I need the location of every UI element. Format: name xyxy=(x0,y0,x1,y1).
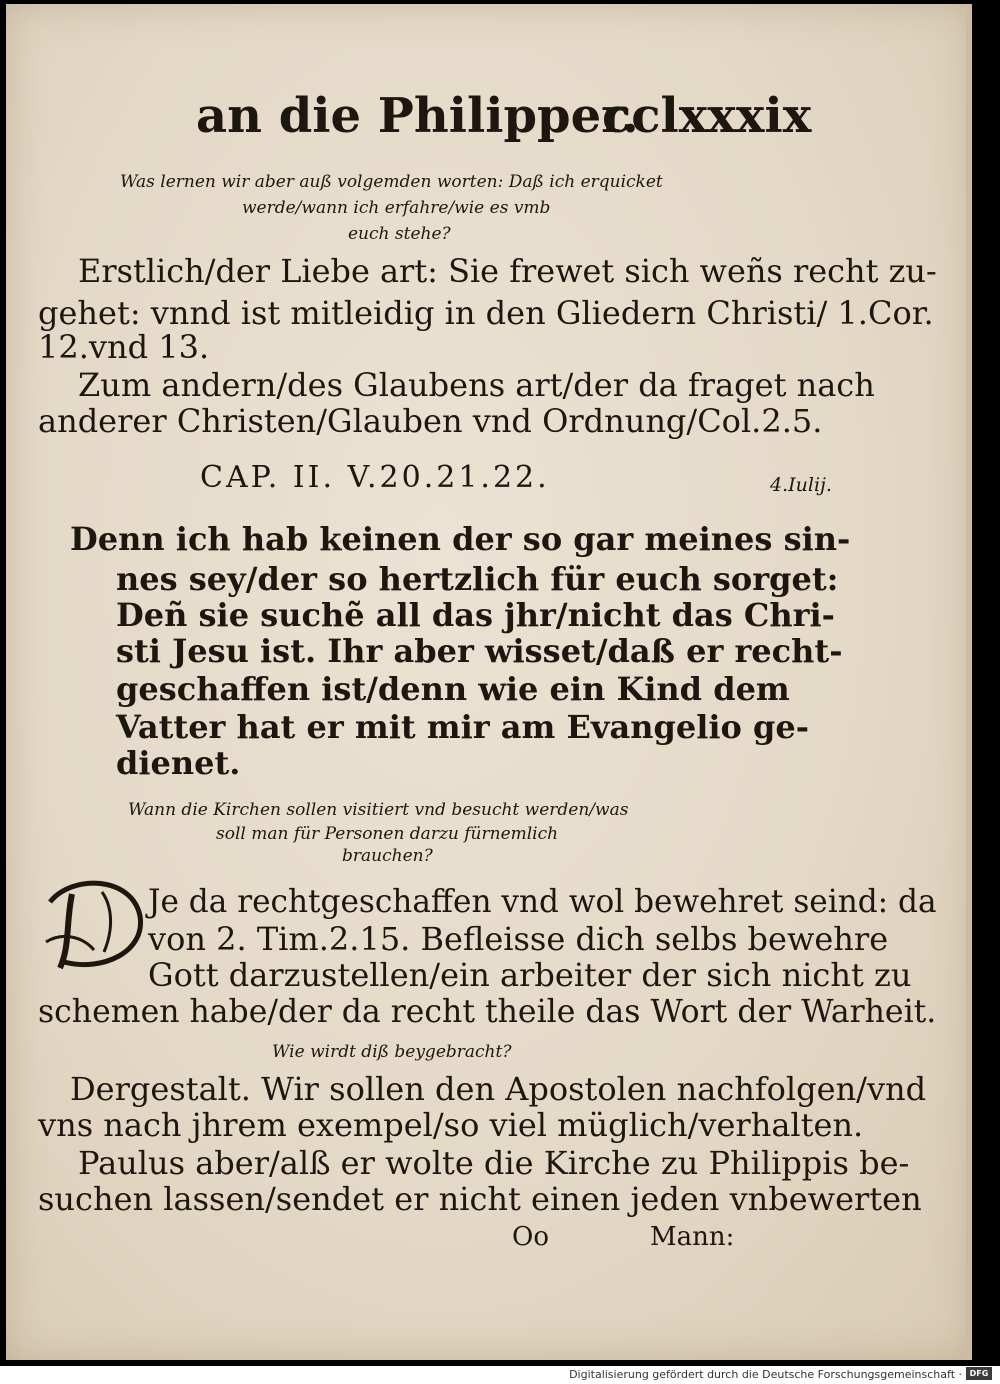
book-page xyxy=(6,4,972,1360)
bible-text-line: Vatter hat er mit mir am Evangelio ge- xyxy=(116,708,810,746)
question-1-line: werde/wann ich erfahre/wie es vmb xyxy=(242,198,551,218)
answer-3-line: vns nach jhrem exempel/so viel müglich/verhalten. xyxy=(38,1106,864,1144)
running-head: an die Philipper. xyxy=(196,88,639,144)
answer-1-line: gehet: vnnd ist mitleidig in den Gliedern Christi/ 1.Cor. xyxy=(38,294,934,332)
answer-3-line: Dergestalt. Wir sollen den Apostolen nachfolgen/vnd xyxy=(70,1070,927,1108)
answer-2-line: schemen habe/der da recht theile das Wort der Warheit. xyxy=(38,992,937,1030)
answer-1-line: Zum andern/des Glaubens art/der da fraget nach xyxy=(78,366,875,404)
decorated-initial xyxy=(42,872,152,976)
catchword: Mann: xyxy=(650,1222,735,1252)
question-2-line: Wann die Kirchen sollen visitiert vnd besucht werden/was xyxy=(128,800,629,820)
bible-text-line: Denn ich hab keinen der so gar meines sin- xyxy=(70,520,851,558)
signature-mark: Oo xyxy=(512,1222,549,1252)
dfg-logo: DFG xyxy=(966,1367,992,1380)
question-2-line: brauchen? xyxy=(342,846,433,866)
question-3: Wie wirdt diß beygebracht? xyxy=(272,1042,512,1062)
bible-text-line: nes sey/der so hertzlich für euch sorget: xyxy=(116,560,839,598)
question-2-line: soll man für Personen darzu fürnemlich xyxy=(216,824,559,844)
bible-text-line: Deñ sie suchẽ all das jhr/nicht das Chri- xyxy=(116,596,835,634)
answer-3-line: Paulus aber/alß er wolte die Kirche zu Philippis be- xyxy=(78,1144,910,1182)
page-edge xyxy=(966,4,972,1360)
bible-text-line: dienet. xyxy=(116,744,241,782)
answer-1-line: anderer Christen/Glauben vnd Ordnung/Col.2.5. xyxy=(38,402,823,440)
margin-note-date: 4.Iulij. xyxy=(770,474,832,496)
footer-credit: Digitalisierung gefördert durch die Deutsche Forschungsgemeinschaft · xyxy=(569,1368,962,1381)
bible-text-line: sti Jesu ist. Ihr aber wisset/daß er recht- xyxy=(116,632,843,670)
bible-text-line: geschaffen ist/denn wie ein Kind dem xyxy=(116,670,790,708)
answer-3-line: suchen lassen/sendet er nicht einen jeden vnbewerten xyxy=(38,1180,922,1218)
answer-1-line: 12.vnd 13. xyxy=(38,328,210,366)
question-1-line: euch stehe? xyxy=(348,224,451,244)
folio-number: cclxxxix xyxy=(602,88,812,144)
answer-2-line: Gott darzustellen/ein arbeiter der sich nicht zu xyxy=(148,956,912,994)
question-1-line: Was lernen wir aber auß volgemden worten: Daß ich erquicket xyxy=(120,172,663,192)
answer-2-line: von 2. Tim.2.15. Befleisse dich selbs bewehre xyxy=(148,920,889,958)
chapter-heading: CAP. II. V.20.21.22. xyxy=(200,460,550,495)
answer-1-line: Erstlich/der Liebe art: Sie frewet sich weñs recht zu- xyxy=(78,252,937,290)
answer-2-line: Je da rechtgeschaffen vnd wol bewehret seind: da xyxy=(148,882,937,920)
